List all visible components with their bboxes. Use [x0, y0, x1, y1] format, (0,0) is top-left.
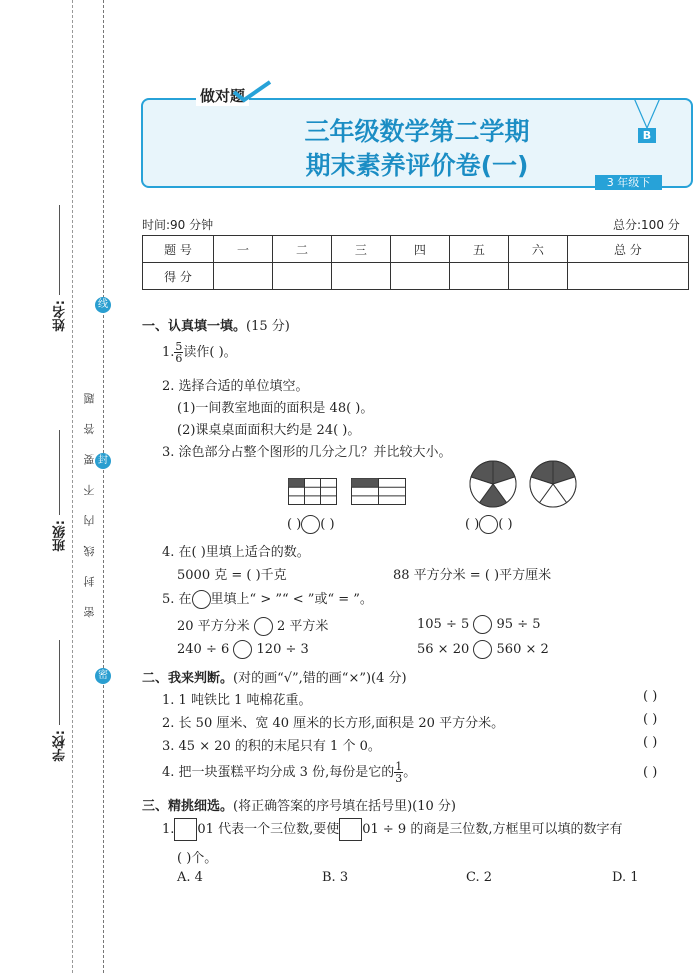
rectangle-figure-b [352, 479, 406, 505]
class-label: 班级: [53, 520, 68, 552]
header-cell: 题 号 [143, 236, 214, 263]
q4-item-a: 5000 克 = ( )千克 [177, 568, 287, 583]
q3-compare-pie [465, 515, 513, 534]
section-1-points: (15 分) [246, 319, 290, 334]
digit-box[interactable] [339, 818, 362, 841]
s3-question-1 [162, 818, 622, 841]
header-cell: 四 [390, 236, 449, 263]
option-b[interactable]: B. 3 [322, 870, 349, 885]
score-table [142, 235, 689, 290]
q-number: 1. [162, 822, 175, 837]
s1-question-3: 3. 涂色部分占整个图形的几分之几？并比较大小。 [162, 445, 452, 460]
q-text: 01 ÷ 9 的商是三位数,方框里可以填的数字有 [362, 822, 623, 837]
s1-question-5 [162, 588, 373, 609]
answer-blank[interactable]: ( ) [287, 517, 302, 532]
pie-figure-a [470, 461, 516, 507]
pie-figures [468, 458, 580, 510]
name-label: 姓名: [53, 300, 68, 332]
answer-blank[interactable]: ( ) [320, 517, 335, 532]
name-field[interactable] [59, 205, 60, 295]
score-cell[interactable] [449, 263, 508, 290]
class-field[interactable] [59, 430, 60, 515]
s1-question-1 [162, 341, 237, 364]
seal-mark-seal: 封 [95, 453, 111, 469]
header-cell: 六 [508, 236, 567, 263]
compare-right: 95 ÷ 5 [496, 617, 541, 632]
compare-circle[interactable] [233, 640, 252, 659]
title-line-1: 三年级数学第二学期 [304, 117, 530, 146]
school-field[interactable] [59, 640, 60, 725]
s1-question-2-1: (1)一间教室地面的面积是 48( )。 [177, 401, 374, 416]
s3-question-1-answer[interactable]: ( )个。 [177, 851, 218, 866]
section-2-title [142, 667, 407, 686]
header-cell: 五 [449, 236, 508, 263]
compare-right: 2 平方米 [276, 619, 329, 634]
section-3-title [142, 795, 456, 814]
answer-blank[interactable]: ( ) [643, 765, 658, 780]
option-d[interactable]: D. 1 [612, 870, 639, 885]
q4-item-b: 88 平方分米 = ( )平方厘米 [393, 568, 552, 583]
s1-question-2: 2. 选择合适的单位填空。 [162, 379, 309, 394]
answer-blank[interactable]: ( ) [465, 517, 480, 532]
compare-left: 105 ÷ 5 [417, 617, 470, 632]
score-cell[interactable] [331, 263, 390, 290]
seal-cut-line [103, 0, 104, 973]
option-a[interactable]: A. 4 [177, 870, 203, 885]
exam-total: 总分:100 分 [613, 218, 680, 232]
header-cell: 三 [331, 236, 390, 263]
section-1-title [142, 315, 290, 334]
compare-left: 20 平方分米 [177, 619, 250, 634]
q3-compare-rect [287, 515, 335, 534]
score-cell[interactable] [508, 263, 567, 290]
header-cell: 一 [214, 236, 273, 263]
answer-blank[interactable]: ( ) [643, 689, 658, 704]
q5-item-a [177, 615, 328, 636]
fraction [394, 761, 403, 784]
compare-right: 560 × 2 [496, 642, 549, 657]
compare-circle-icon [192, 590, 211, 609]
pie-figure-b [530, 461, 576, 507]
q5-text-pre: 5. 在 [162, 592, 192, 607]
s2-item-3: 3. 45 × 20 的积的末尾只有 1 个 0。 [162, 739, 381, 754]
row-label: 得 分 [143, 263, 214, 290]
rectangle-figure-a [289, 479, 337, 505]
q-text: 01 代表一个三位数,要使 [197, 822, 340, 837]
s2-item-4-end: 。 [403, 765, 417, 780]
compare-left: 56 × 20 [417, 642, 470, 657]
brand-logo: 做对题 [196, 85, 249, 106]
school-label: 学校: [53, 730, 68, 762]
score-table-score-row [143, 263, 689, 290]
score-cell[interactable] [567, 263, 688, 290]
score-cell[interactable] [390, 263, 449, 290]
compare-circle[interactable] [473, 640, 492, 659]
badge-string-icon [630, 98, 664, 132]
s2-item-4-text: 4. 把一块蛋糕平均分成 3 份,每份是它的 [162, 765, 395, 780]
fraction-numerator: 1 [395, 760, 403, 773]
s1-question-4: 4. 在( )里填上适合的数。 [162, 545, 310, 560]
section-3-points: (将正确答案的序号填在括号里)(10 分) [233, 799, 456, 814]
binding-notice: 密 封 线 内 不 要 答 题 [83, 385, 96, 618]
section-2-heading: 二、我来判断。 [142, 671, 234, 686]
fraction-denominator: 6 [175, 352, 183, 365]
header-cell: 二 [272, 236, 331, 263]
score-cell[interactable] [272, 263, 331, 290]
seal-mark-line: 线 [95, 297, 111, 313]
option-c[interactable]: C. 2 [466, 870, 493, 885]
s2-item-1: 1. 1 吨铁比 1 吨棉花重。 [162, 693, 312, 708]
compare-left: 240 ÷ 6 [177, 642, 230, 657]
title-line-2: 期末素养评价卷(一) [305, 151, 529, 180]
q5-item-c [177, 640, 309, 659]
q5-item-b [417, 615, 541, 634]
answer-blank[interactable]: ( ) [643, 735, 658, 750]
seal-mark-secret: 密 [95, 668, 111, 684]
binding-guide-line [72, 0, 73, 973]
answer-blank[interactable]: ( ) [643, 712, 658, 727]
edition-badge: B [638, 128, 656, 143]
section-1-heading: 一、认真填一填。 [142, 319, 247, 334]
section-3-heading: 三、精挑细选。 [142, 799, 234, 814]
checkmark-icon [232, 80, 272, 104]
digit-box[interactable] [174, 818, 197, 841]
score-cell[interactable] [214, 263, 273, 290]
rectangle-figures [288, 478, 408, 506]
compare-circle[interactable] [301, 515, 320, 534]
header-cell: 总 分 [567, 236, 688, 263]
compare-circle[interactable] [479, 515, 498, 534]
q5-text-post: 里填上“ > ”“ < ”或“ = ”。 [210, 592, 373, 607]
fraction-numerator: 5 [175, 340, 183, 353]
section-2-points: (对的画“√”,错的画“×”)(4 分) [233, 671, 407, 686]
exam-time: 时间:90 分钟 [142, 218, 214, 232]
fraction-denominator: 3 [395, 772, 403, 785]
q5-item-d [417, 640, 549, 659]
score-table-header-row [143, 236, 689, 263]
s2-item-2: 2. 长 50 厘米、宽 40 厘米的长方形,面积是 20 平方分米。 [162, 716, 505, 731]
s2-item-4 [162, 761, 416, 784]
compare-circle[interactable] [473, 615, 492, 634]
q1-text: 读作( )。 [183, 345, 237, 360]
answer-blank[interactable]: ( ) [498, 517, 513, 532]
q1-number: 1. [162, 345, 175, 360]
grade-tag: 3 年级下 [595, 175, 662, 190]
s1-question-2-2: (2)课桌桌面面积大约是 24( )。 [177, 423, 361, 438]
compare-right: 120 ÷ 3 [256, 642, 309, 657]
compare-circle[interactable] [254, 617, 273, 636]
